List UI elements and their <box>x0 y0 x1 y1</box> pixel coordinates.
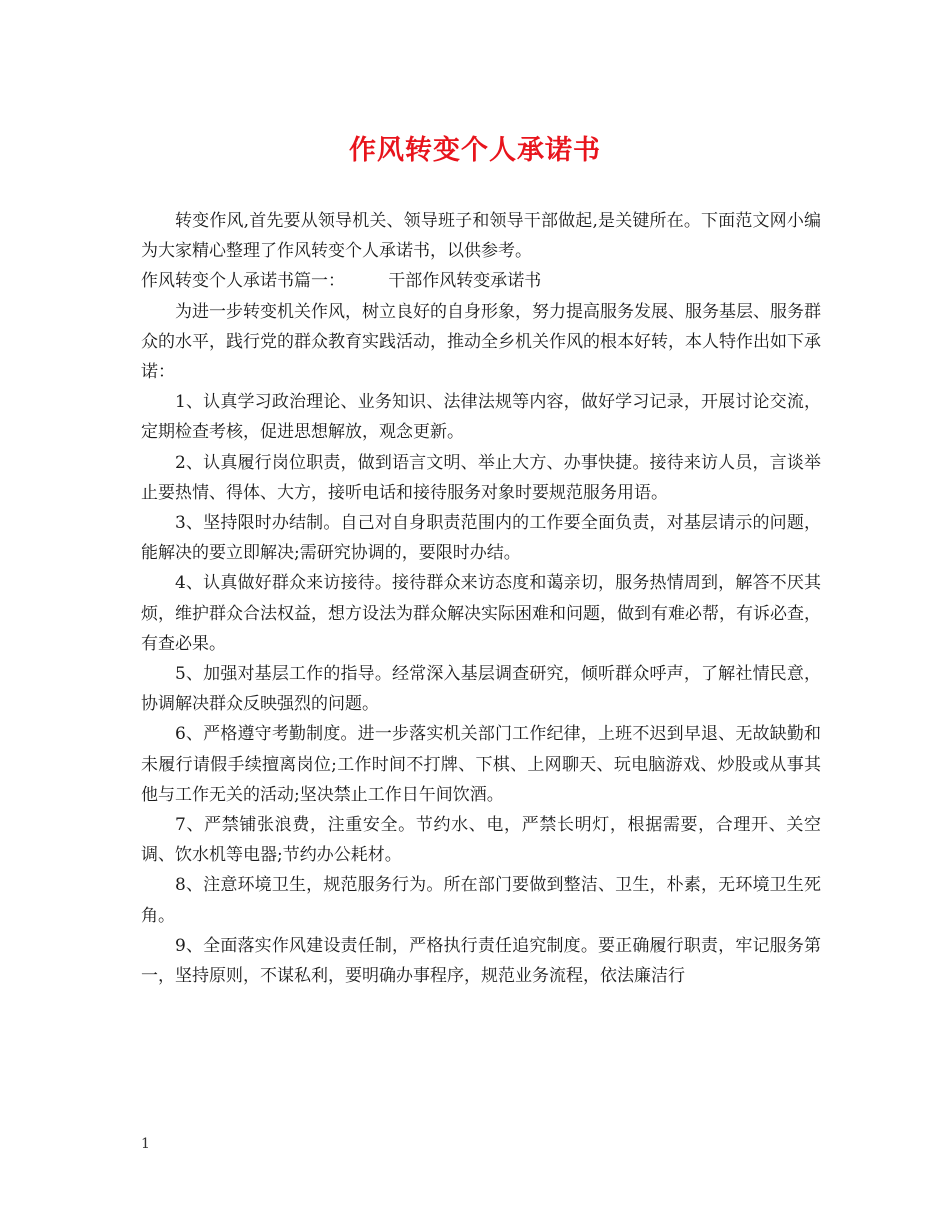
commitment-item-4: 4、认真做好群众来访接待。接待群众来访态度和蔼亲切，服务热情周到，解答不厌其烦，维护群众合法权益，想方设法为群众解决实际困难和问题，做到有难必帮，有诉必查，有查必果。 <box>141 573 821 654</box>
commitment-item-7: 7、严禁铺张浪费，注重安全。节约水、电，严禁长明灯，根据需要，合理开、关空调、饮水机等电器;节约办公耗材。 <box>141 815 821 866</box>
commitment-item-3: 3、坚持限时办结制。自己对自身职责范围内的工作要全面负责，对基层请示的问题，能解决的要立即解决;需研究协调的，要限时办结。 <box>141 513 821 564</box>
document-body <box>141 206 821 991</box>
commitment-item-6: 6、严格遵守考勤制度。进一步落实机关部门工作纪律，上班不迟到早退、无故缺勤和未履行请假手续擅离岗位;工作时间不打牌、下棋、上网聊天、玩电脑游戏、炒股或从事其他与工作无关的活动;坚决禁止工作日午间饮酒。 <box>141 724 821 805</box>
preface-paragraph: 为进一步转变机关作风，树立良好的自身形象，努力提高服务发展、服务基层、服务群众的水平，践行党的群众教育实践活动，推动全乡机关作风的根本好转，本人特作出如下承诺： <box>141 301 821 383</box>
section-heading: 作风转变个人承诺书篇一： <box>141 271 345 292</box>
commitment-item-2: 2、认真履行岗位职责，做到语言文明、举止大方、办事快捷。接待来访人员，言谈举止要热情、得体、大方，接听电话和接待服务对象时要规范服务用语。 <box>141 452 821 503</box>
section-heading-line <box>141 266 821 296</box>
document-title: 作风转变个人承诺书 <box>349 135 601 166</box>
commitment-item-1: 1、认真学习政治理论、业务知识、法律法规等内容，做好学习记录，开展讨论交流，定期检查考核，促进思想解放，观念更新。 <box>141 392 821 443</box>
section-title: 干部作风转变承诺书 <box>388 271 542 292</box>
commitment-item-9: 9、全面落实作风建设责任制，严格执行责任追究制度。要正确履行职责，牢记服务第一，坚持原则，不谋私利，要明确办事程序，规范业务流程，依法廉洁行 <box>141 935 821 987</box>
page-number: 1 <box>141 1136 150 1152</box>
intro-paragraph: 转变作风,首先要从领导机关、领导班子和领导干部做起,是关键所在。下面范文网小编为大家精心整理了作风转变个人承诺书，以供参考。 <box>141 211 821 262</box>
commitment-item-5: 5、加强对基层工作的指导。经常深入基层调查研究，倾听群众呼声，了解社情民意，协调解决群众反映强烈的问题。 <box>141 664 821 715</box>
commitment-item-8: 8、注意环境卫生，规范服务行为。所在部门要做到整洁、卫生，朴素，无环境卫生死角。 <box>141 875 821 926</box>
